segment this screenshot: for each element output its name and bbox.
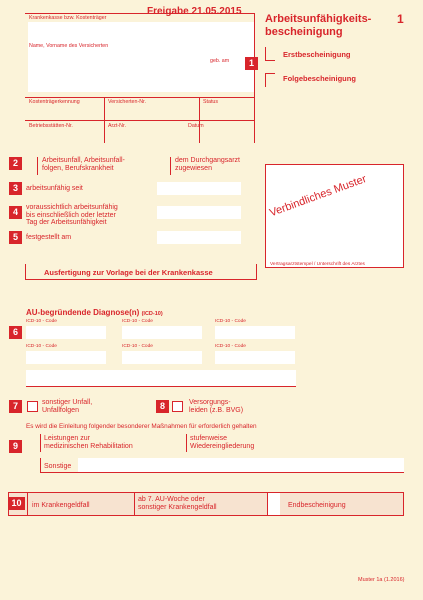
- icd-label-5: ICD-10 - Code: [122, 344, 153, 349]
- form-title-line1: Arbeitsunfähigkeits-: [265, 13, 372, 25]
- insurer-label: Krankenkasse bzw. Kostenträger: [29, 15, 107, 21]
- transit-doctor-option[interactable]: [175, 157, 240, 172]
- stamp-caption: Vertragsarztstempel / Unterschrift des Arztes: [270, 262, 365, 267]
- expected-unfit-label: [26, 204, 118, 227]
- determined-on-label: festgestellt am: [26, 234, 72, 241]
- other-accident-line2: Unfallfolgen: [42, 406, 79, 414]
- status-label: Status: [203, 99, 219, 105]
- other-accident-checkbox[interactable]: [27, 401, 38, 412]
- badge-3: 3: [9, 182, 22, 195]
- final-certificate-checkbox[interactable]: [268, 493, 280, 515]
- icd-field-6[interactable]: [215, 351, 295, 364]
- measures-heading: Es wird die Einleitung folgender besonderer Maßnahmen für erforderlich gehalten: [26, 423, 257, 430]
- final-certificate-option[interactable]: Endbescheinigung: [288, 502, 346, 509]
- work-accident-line1: Arbeitsunfall, Arbeitsunfall-: [42, 157, 125, 164]
- badge-9: 9: [9, 440, 22, 453]
- expected-unfit-line3: Tag der Arbeitsunfähigkeit: [26, 219, 107, 227]
- icd-field-1[interactable]: [26, 326, 106, 339]
- icd-field-2[interactable]: [122, 326, 202, 339]
- follow-certificate-option[interactable]: Folgebescheinigung: [283, 74, 356, 83]
- badge-4: 4: [9, 206, 22, 219]
- other-accident-line1: sonstiger Unfall,: [42, 399, 93, 406]
- unfit-since-field[interactable]: [157, 182, 241, 195]
- form-number: Muster 1a (1.2016): [358, 577, 405, 583]
- rehab-option[interactable]: [44, 435, 133, 450]
- name-label: Name, Vorname des Versicherten: [29, 43, 109, 49]
- week7-option[interactable]: [138, 496, 217, 511]
- determined-on-field[interactable]: [157, 231, 241, 244]
- copy-note: Ausfertigung zur Vorlage bei der Krankenkasse: [44, 268, 213, 277]
- work-accident-option[interactable]: [42, 157, 125, 172]
- icd-label-4: ICD-10 - Code: [26, 344, 57, 349]
- insurer-no-label: Kostenträgerkennung: [29, 99, 80, 105]
- diagnosis-heading-text: AU-begründende Diagnose(n): [26, 308, 140, 317]
- icd-field-5[interactable]: [122, 351, 202, 364]
- badge-5: 5: [9, 231, 22, 244]
- other-accident-label: [42, 399, 92, 414]
- page-number: 1: [397, 12, 404, 26]
- form-title: [265, 13, 371, 39]
- sample-watermark: Verbindliches Muster: [268, 173, 369, 220]
- form-title-line2: bescheinigung: [265, 26, 343, 38]
- gradual-reintegration-option[interactable]: [190, 435, 254, 450]
- week7-line2: sonstiger Krankengeldfall: [138, 503, 217, 511]
- badge-1: 1: [245, 57, 258, 70]
- work-accident-line2: folgen, Berufskrankheit: [42, 164, 114, 172]
- rehab-line1: Leistungen zur: [44, 435, 90, 442]
- born-label: geb. am: [210, 58, 230, 64]
- first-certificate-option[interactable]: Erstbescheinigung: [283, 50, 351, 59]
- release-date: Freigabe 21.05.2015: [147, 6, 242, 17]
- expected-unfit-field[interactable]: [157, 206, 241, 219]
- other-measures-field[interactable]: [78, 458, 404, 472]
- badge-6: 6: [9, 326, 22, 339]
- gradual-line2: Wiedereingliederung: [190, 442, 255, 450]
- expected-unfit-line1: voraussichtlich arbeitsunfähig: [26, 204, 118, 211]
- icd-label-6: ICD-10 - Code: [215, 344, 246, 349]
- diagnosis-heading: [26, 308, 163, 317]
- practice-no-label: Betriebsstätten-Nr.: [29, 123, 73, 129]
- doctor-stamp-box[interactable]: [265, 164, 404, 268]
- badge-10: 10: [8, 497, 25, 510]
- icd-label-3: ICD-10 - Code: [215, 319, 246, 324]
- icd-label-1: ICD-10 - Code: [26, 319, 57, 324]
- gradual-line1: stufenweise: [190, 435, 227, 442]
- transit-doctor-line1: dem Durchgangsarzt: [175, 157, 240, 164]
- sick-pay-option[interactable]: im Krankengeldfall: [32, 502, 90, 509]
- diagnosis-free-text[interactable]: [26, 370, 296, 386]
- badge-8: 8: [156, 400, 169, 413]
- care-condition-checkbox[interactable]: [172, 401, 183, 412]
- care-condition-line2: leiden (z.B. BVG): [189, 406, 244, 414]
- icd-field-3[interactable]: [215, 326, 295, 339]
- other-measures-label: Sonstige: [44, 463, 72, 470]
- patient-field-area[interactable]: [28, 22, 254, 92]
- care-condition-label: [189, 399, 243, 414]
- insured-no-label: Versicherten-Nr.: [108, 99, 146, 105]
- expected-unfit-line2: bis einschließlich oder letzter: [26, 211, 116, 219]
- date-label: Datum: [188, 123, 204, 129]
- icd-label-2: ICD-10 - Code: [122, 319, 153, 324]
- week7-line1: ab 7. AU-Woche oder: [138, 496, 205, 503]
- transit-doctor-line2: zugewiesen: [175, 164, 212, 172]
- rehab-line2: medizinischen Rehabilitation: [44, 442, 133, 450]
- unfit-since-label: arbeitsunfähig seit: [26, 185, 83, 192]
- care-condition-line1: Versorgungs-: [189, 399, 231, 406]
- doctor-no-label: Arzt-Nr.: [108, 123, 126, 129]
- diagnosis-heading-suffix: (ICD-10): [141, 311, 163, 317]
- icd-field-4[interactable]: [26, 351, 106, 364]
- badge-7: 7: [9, 400, 22, 413]
- badge-2: 2: [9, 157, 22, 170]
